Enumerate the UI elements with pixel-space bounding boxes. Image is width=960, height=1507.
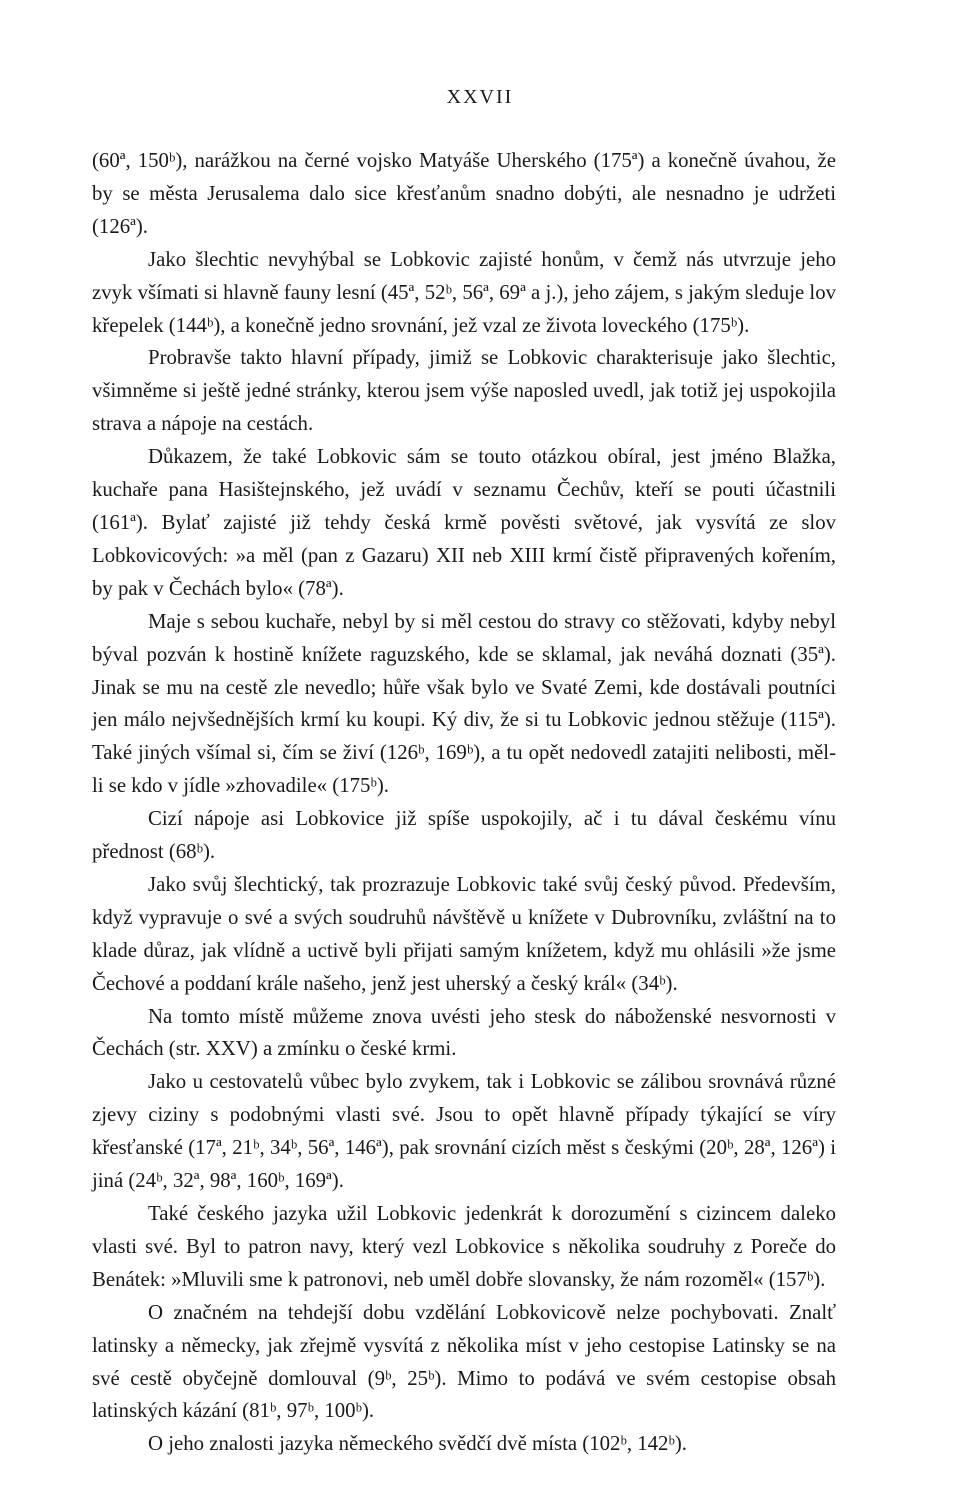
paragraph: Maje s sebou kuchaře, nebyl by si měl cestou do stravy co stěžovati, kdyby nebyl býval pozván k hostině knížete raguzského, kde se sklamal, jak neváhá doznati (35ª). Jinak se mu na cestě zle nevedlo; hůře však bylo ve Svaté Zemi, kde dostávali poutníci jen málo nejvšednějších krmí ku koupi. Ký div, že si tu Lobkovic jednou stěžuje (115ª). Také jiných všímal si, čím se živí (126ᵇ, 169ᵇ), a tu opět nedovedl zatajiti nelibosti, měl-li se kdo v jídle »zhovadile« (175ᵇ). (92, 609, 836, 798)
paragraph: Jako svůj šlechtický, tak prozrazuje Lobkovic také svůj český původ. Především, když vypravuje o své a svých soudruhů návštěvě u knížete v Dubrovníku, zvláštní na to klade důraz, jak vlídně a uctivě byli přijati samým knížetem, když mu ohlásili »že jsme Čechové a poddaní krále našeho, jenž jest uherský a český král« (34ᵇ). (92, 872, 836, 995)
paragraph: O značném na tehdejší dobu vzdělání Lobkovicově nelze pochybovati. Znalť latinsky a německy, jak zřejmě vysvítá z několika míst v jeho cestopise Latinsky se na své cestě obyčejně domlouval (9ᵇ, 25ᵇ). Mimo to podává ve svém cestopise obsah latinských kázání (81ᵇ, 97ᵇ, 100ᵇ). (92, 1300, 836, 1423)
paragraph: Cizí nápoje asi Lobkovice již spíše uspokojily, ač i tu dával českému vínu přednost (68ᵇ). (92, 807, 836, 864)
paragraph: Jako šlechtic nevyhýbal se Lobkovic zajisté honům, v čemž nás utvrzuje jeho zvyk všímati si hlavně fauny lesní (45ª, 52ᵇ, 56ª, 69ª a j.), jeho zájem, s jakým sleduje lov křepelek (144ᵇ), a konečně jedno srovnání, jež vzal ze života loveckého (175ᵇ). (92, 247, 836, 337)
body-text (92, 145, 836, 1461)
paragraph: Jako u cestovatelů vůbec bylo zvykem, tak i Lobkovic se zálibou srovnává různé zjevy ciziny s podobnými vlasti své. Jsou to opět hlavně případy týkající se víry křesťanské (17ª, 21ᵇ, 34ᵇ, 56ª, 146ª), pak srovnání cizích měst s českými (20ᵇ, 28ª, 126ª) i jiná (24ᵇ, 32ª, 98ª, 160ᵇ, 169ª). (92, 1070, 836, 1193)
paragraph: Důkazem, že také Lobkovic sám se touto otázkou obíral, jest jméno Blažka, kuchaře pana Hasištejnského, jež uvádí v seznamu Čechův, kteří se pouti účastnili (161ª). Bylať zajisté již tehdy česká krmě pověsti světové, jak vysvítá ze slov Lobkovicových: »a měl (pan z Gazaru) XII neb XIII krmí čistě připravených kořením, by pak v Čechách bylo« (78ª). (92, 445, 836, 600)
page-number: XXVII (446, 86, 514, 108)
paragraph: (60ª, 150ᵇ), narážkou na černé vojsko Matyáše Uherského (175ª) a konečně úvahou, že by se města Jerusalema dalo sice křesťanům snadno dobýti, ale nesnadno je udržeti (126ª). (92, 149, 836, 238)
paragraph: Probravše takto hlavní případy, jimiž se Lobkovic charakterisuje jako šlechtic, všimněme si ještě jedné stránky, kterou jsem výše naposled uvedl, jak totiž jej uspokojila strava a nápoje na cestách. (92, 346, 836, 436)
paragraph: O jeho znalosti jazyka německého svědčí dvě místa (102ᵇ, 142ᵇ). (148, 1432, 687, 1456)
paragraph: Na tomto místě můžeme znova uvésti jeho stesk do náboženské nesvornosti v Čechách (str. XXV) a zmínku o české krmi. (92, 1004, 836, 1061)
paragraph: Také českého jazyka užil Lobkovic jedenkrát k dorozumění s cizincem daleko vlasti své. Byl to patron navy, který vezl Lobkovice s několika soudruhy z Poreče do Benátek: »Mluvili sme k patronovi, neb uměl dobře slovansky, že nám rozoměl« (157ᵇ). (92, 1202, 836, 1291)
